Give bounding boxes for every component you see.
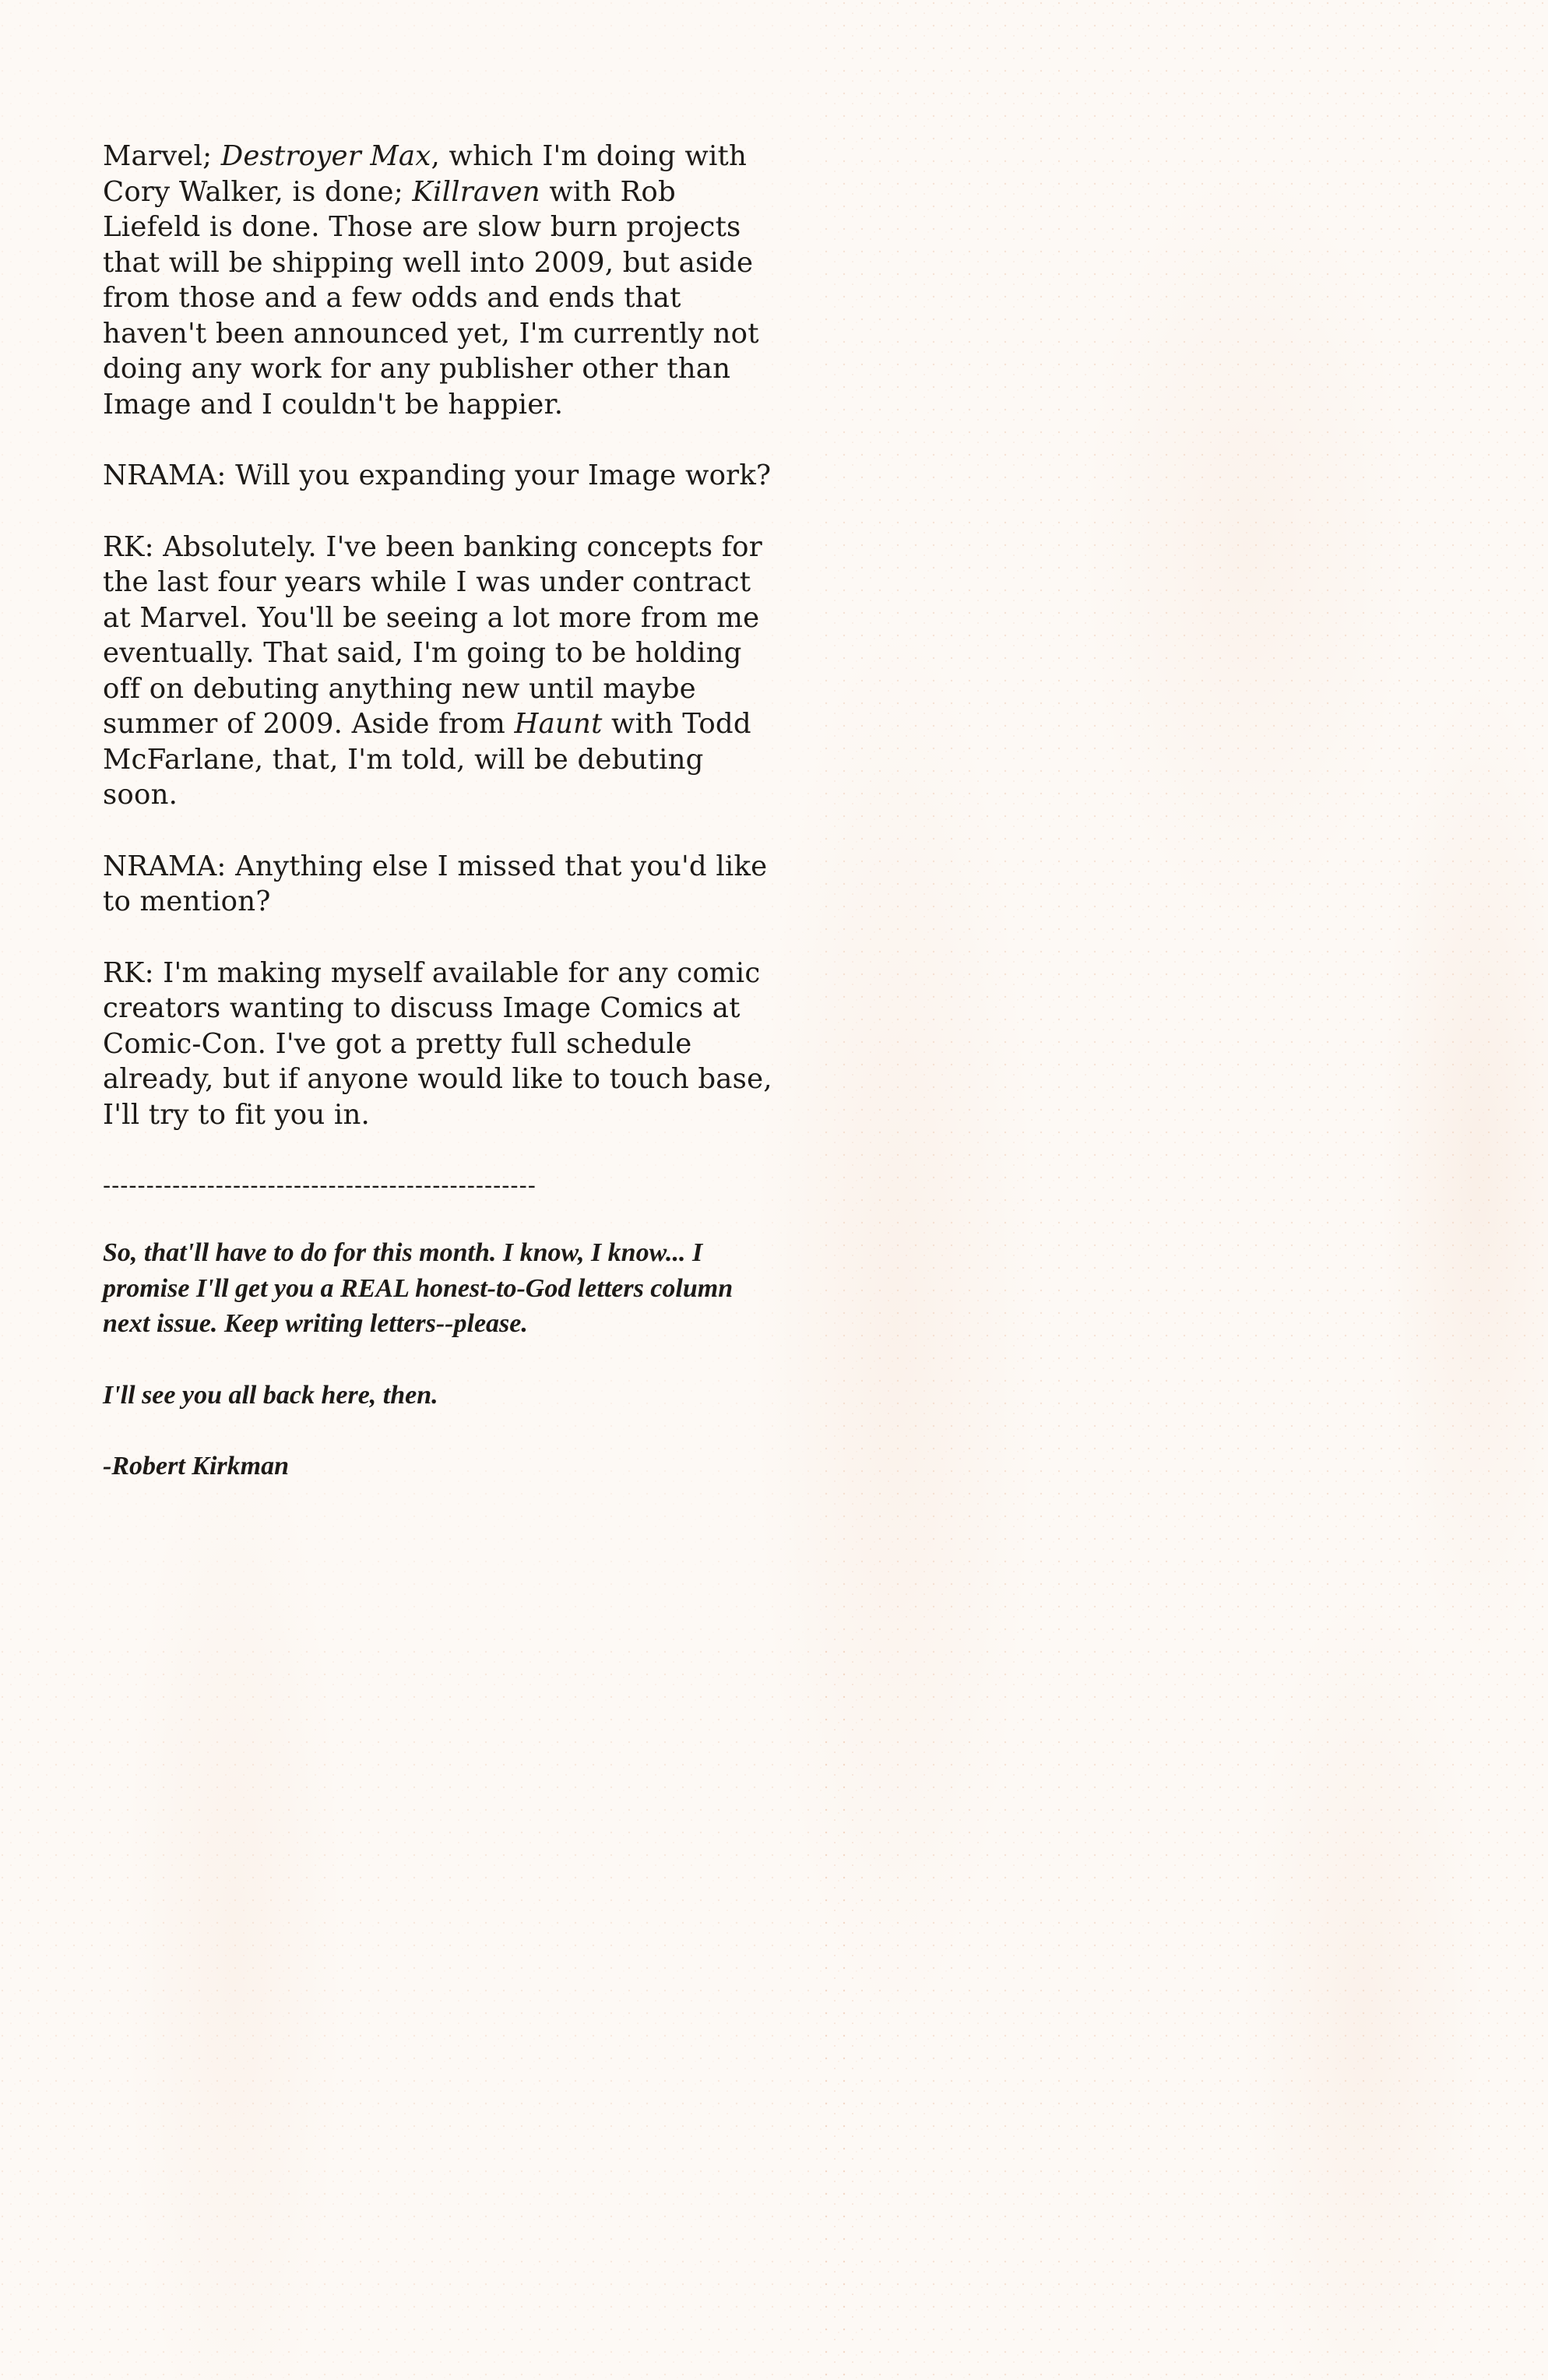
closing-note: So, that'll have to do for this month. I know, I know... I promise I'll get you a REAL honest-to-God letters column next issue. Keep writing letters--please. <box>103 1238 734 1338</box>
interview-question: NRAMA: Will you expanding your Image work? <box>103 459 772 491</box>
signature: -Robert Kirkman <box>103 1452 289 1480</box>
title-haunt: Haunt <box>514 708 603 740</box>
letters-column <box>103 139 772 1520</box>
title-killraven: Killraven <box>412 175 540 208</box>
interview-question: NRAMA: Anything else I missed that you'd like to mention? <box>103 850 768 917</box>
interview-answer: RK: Absolutely. I've been banking concepts for the last four years while I was under contract at Marvel. You'll be seeing a lot more from me eventually. That said, I'm going to be holding off on debuting anything new until maybe summer of 2009. Aside from Haunt with Todd McFarlane, that, I'm told, will be debuting soon. <box>103 530 762 811</box>
interview-paragraph: Marvel; Destroyer Max, which I'm doing with Cory Walker, is done; Killraven with Rob Liefeld is done. Those are slow burn projects that will be shipping well into 2009, but aside from those and a few odds and ends that haven't been announced yet, I'm currently not doing any work for any publisher other than Image and I couldn't be happier. <box>103 140 759 421</box>
closing-farewell: I'll see you all back here, then. <box>103 1380 438 1410</box>
title-destroyer-max: Destroyer Max <box>220 140 431 172</box>
speaker-label: RK: <box>103 956 154 989</box>
speaker-label: NRAMA: <box>103 850 227 882</box>
section-divider: -------------------------------------------------- <box>103 1172 537 1199</box>
speaker-label: RK: <box>103 530 154 563</box>
speaker-label: NRAMA: <box>103 459 227 491</box>
interview-answer: RK: I'm making myself available for any comic creators wanting to discuss Image Comics at Comic-Con. I've got a pretty full schedule already, but if anyone would like to touch base, I'll try to fit you in. <box>103 956 772 1131</box>
